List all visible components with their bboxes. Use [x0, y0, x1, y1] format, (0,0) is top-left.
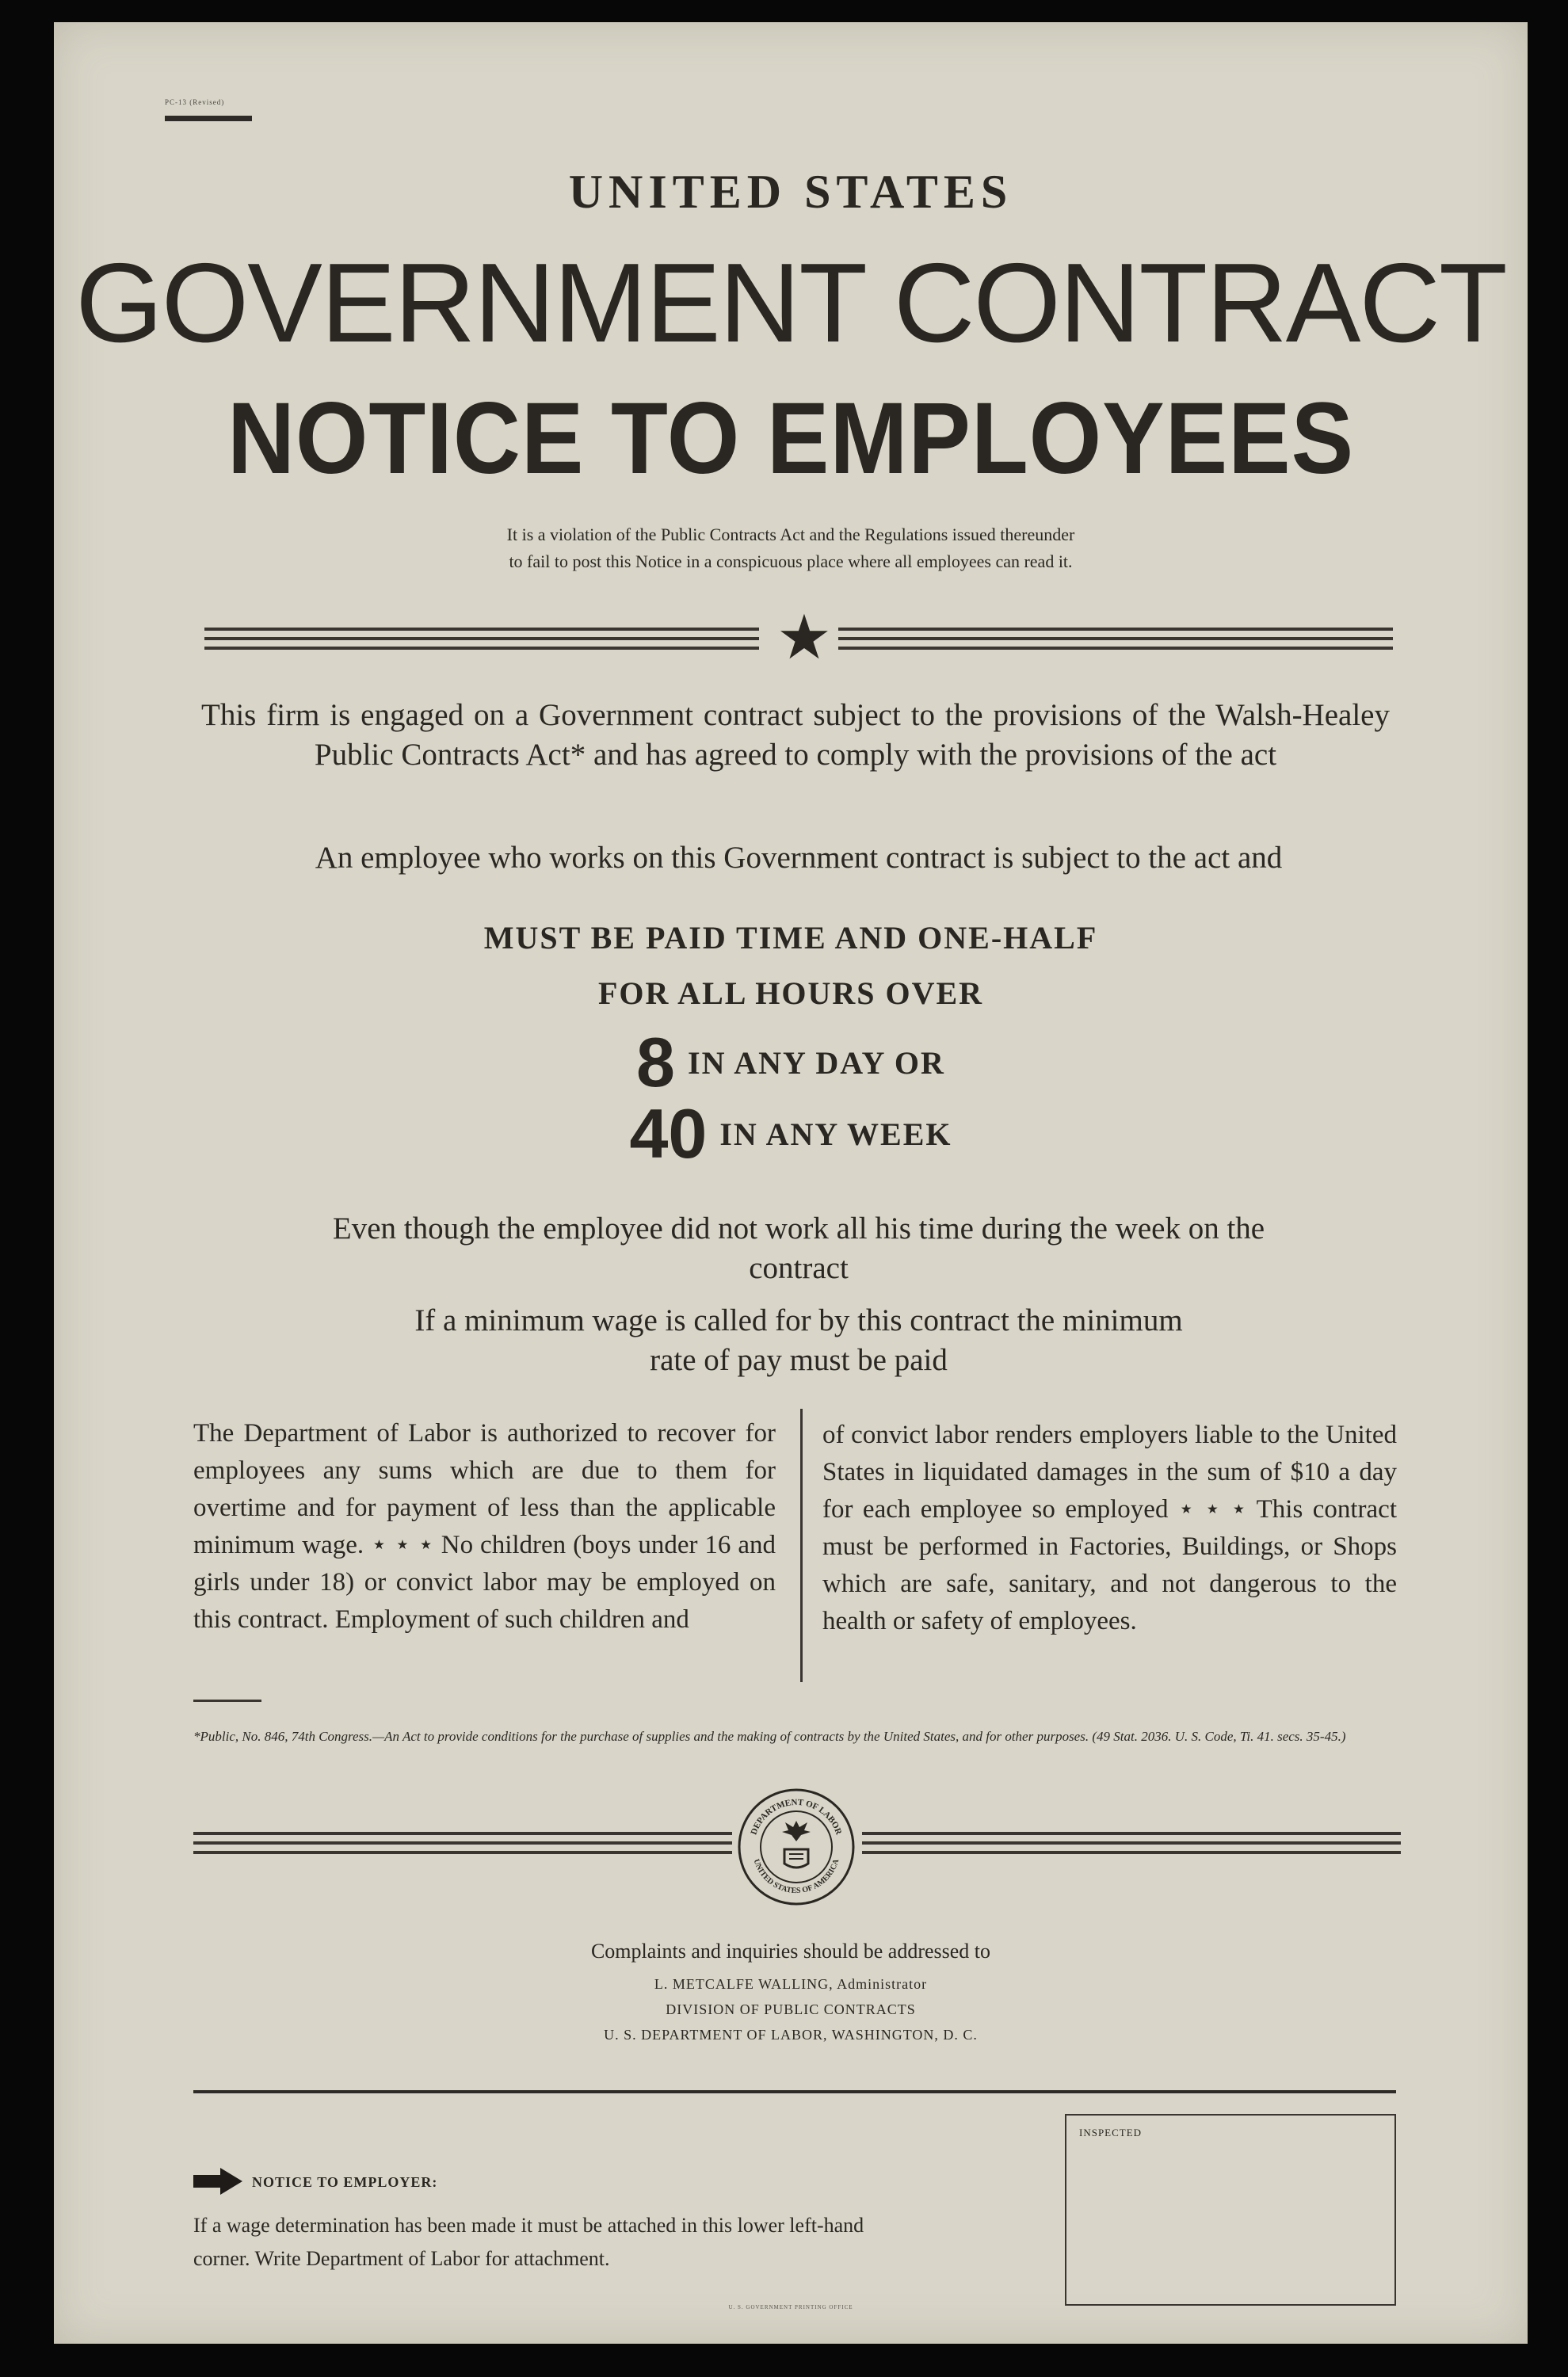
inspected-label: INSPECTED	[1079, 2127, 1143, 2139]
footnote-rule	[193, 1700, 261, 1702]
star-divider	[204, 603, 1409, 672]
division-line: DIVISION OF PUBLIC CONTRACTS	[666, 2001, 916, 2017]
text-column-left: The Department of Labor is authorized to recover for employees any sums which are due to them for overtime and for payment of less than the applicable minimum wage. ⋆ ⋆ ⋆ No children (boys under 16 and girls under 18) or convict labor may be employed on this contract. Employment of such children and	[193, 1419, 776, 1634]
even-though-text: Even though the employee did not work all his time during the week on the contract	[332, 1211, 1265, 1285]
notice-poster	[54, 22, 1528, 2344]
for-all-hours: FOR ALL HOURS OVER	[597, 975, 984, 1011]
notice-to-employer-title: NOTICE TO EMPLOYER:	[252, 2174, 438, 2190]
violation-line-1: It is a violation of the Public Contracts Act and the Regulations issued thereunder	[506, 525, 1075, 544]
inspected-box	[1065, 2114, 1396, 2306]
text-column-right: of convict labor renders employers liable to the United States in liquidated damages in the sum of $10 a day for each employee so employed ⋆ ⋆ ⋆ This contract must be performed in Factories, Buildings, or Shops which are safe, sanitary, and not dangerous to the health or safety of employees.	[822, 1421, 1397, 1635]
day-hours-number: 8	[636, 1023, 675, 1101]
week-limit	[54, 1093, 1528, 1174]
must-be-paid: MUST BE PAID TIME AND ONE-HALF	[483, 920, 1098, 956]
pointing-arrow-icon	[193, 2168, 242, 2195]
header-government-contract: GOVERNMENT CONTRACT	[75, 240, 1506, 366]
seal-text-bottom: UNITED STATES OF AMERICA	[751, 1857, 841, 1896]
day-hours-text: IN ANY DAY OR	[688, 1044, 945, 1081]
administrator-line: L. METCALFE WALLING, Administrator	[654, 1976, 928, 1992]
star-icon: ★	[776, 603, 832, 672]
employee-line: An employee who works on this Government contract is subject to the act and	[315, 841, 1283, 875]
header-notice-to-employees: NOTICE TO EMPLOYEES	[227, 382, 1355, 495]
form-code: PC-13 (Revised)	[165, 98, 225, 106]
week-hours-number: 40	[629, 1094, 708, 1173]
violation-line-2: to fail to post this Notice in a conspicuous place where all employees can read it.	[509, 551, 1073, 571]
notice-to-employer-body: If a wage determination has been made it must be attached in this lower left-hand corner. Write Department of Labor for attachment.	[193, 2214, 864, 2270]
violation-notice	[54, 521, 1528, 575]
minimum-wage-text: If a minimum wage is called for by this contract the minimum rate of pay must be paid	[414, 1303, 1183, 1377]
complaints-line: Complaints and inquiries should be addressed to	[590, 1940, 991, 1963]
intro-paragraph: This firm is engaged on a Government contract subject to the provisions of the Walsh-Healey Public Contracts Act* and has agreed to comply with the provisions of the act	[201, 698, 1390, 772]
day-limit	[54, 1022, 1528, 1103]
department-of-labor-seal	[737, 1788, 856, 1906]
department-address: U. S. DEPARTMENT OF LABOR, WASHINGTON, D. C.	[604, 2027, 978, 2043]
bottom-separator	[193, 2090, 1396, 2093]
column-divider	[800, 1409, 803, 1682]
header-united-states: UNITED STATES	[568, 166, 1013, 218]
printer-imprint: U. S. GOVERNMENT PRINTING OFFICE	[728, 2304, 853, 2310]
week-hours-text: IN ANY WEEK	[719, 1116, 952, 1152]
seal-text-top: DEPARTMENT OF LABOR	[749, 1797, 844, 1837]
footnote: *Public, No. 846, 74th Congress.—An Act to provide conditions for the purchase of supplies and the making of contracts by the United States, and for other purposes. (49 Stat. 2036. U. S. Code, Ti. 41. secs. 35-45.)	[193, 1729, 1346, 1744]
form-code-bar	[165, 116, 252, 121]
